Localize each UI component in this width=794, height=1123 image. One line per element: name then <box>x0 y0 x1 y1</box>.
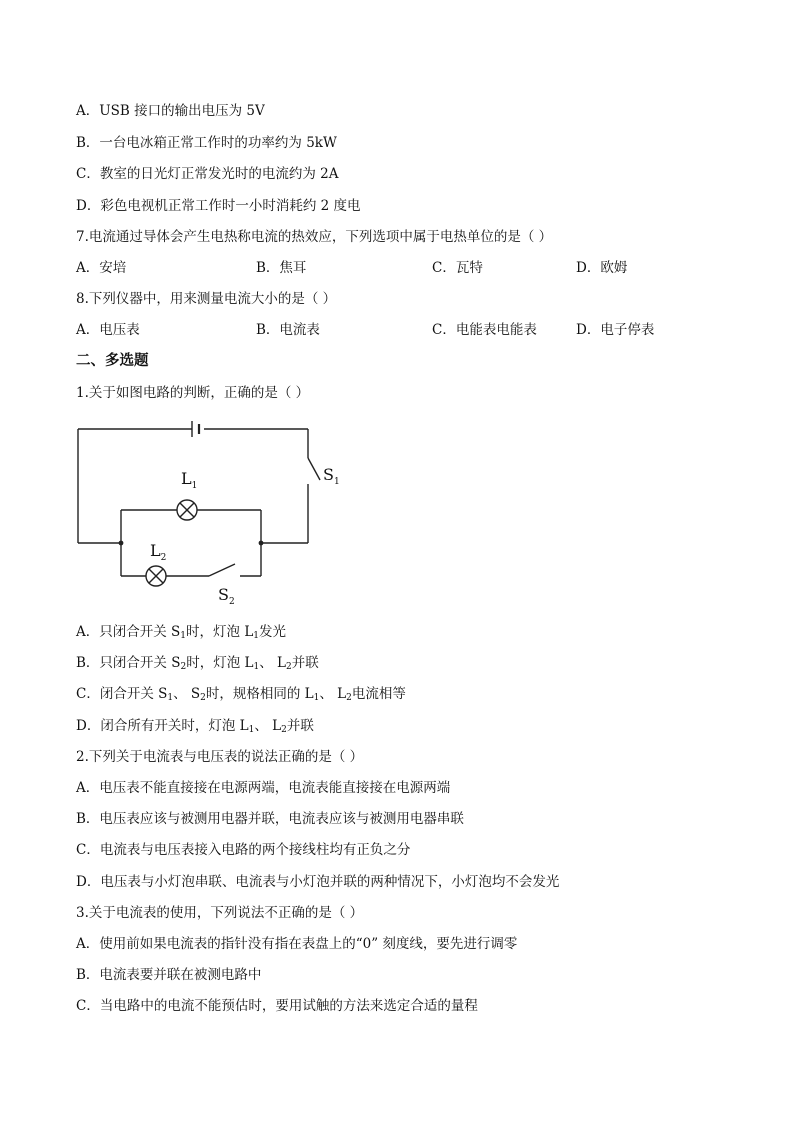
section-title: 二、多选题 <box>76 353 149 369</box>
junction-left <box>119 541 124 546</box>
m3-option-b: B．电流表要并联在被测电路中 <box>76 967 262 983</box>
q7-option-d: D．欧姆 <box>576 260 628 276</box>
q6-option-b: B．一台电冰箱正常工作时的功率约为 5kW <box>76 135 337 151</box>
q8-stem: 8.下列仪器中，用来测量电流大小的是（ ） <box>76 291 337 307</box>
m2-stem: 2.下列关于电流表与电压表的说法正确的是（ ） <box>76 749 364 765</box>
q7-option-c: C．瓦特 <box>432 260 483 276</box>
m3-option-a: A．使用前如果电流表的指针没有指在表盘上的“0” 刻度线，要先进行调零 <box>76 936 518 952</box>
m1-option-b: B．只闭合开关 $S_2$时，灯泡 $L_1$、 $L_2$并联 <box>76 655 319 672</box>
q7-stem: 7.电流通过导体会产生电热称电流的热效应，下列选项中属于电热单位的是（ ） <box>76 229 553 245</box>
q8-options <box>76 321 716 339</box>
label-s2: $S_2$ <box>218 585 235 607</box>
m2-option-c: C．电流表与电压表接入电路的两个接线柱均有正负之分 <box>76 842 411 858</box>
circuit-diagram <box>68 410 358 610</box>
q6-option-a: A．USB 接口的输出电压为 5V <box>76 103 265 119</box>
m1-option-d: D．闭合所有开关时，灯泡 $L_1$、 $L_2$并联 <box>76 718 314 735</box>
q8-option-b: B．电流表 <box>256 322 320 338</box>
m3-stem: 3.关于电流表的使用，下列说法不正确的是（ ） <box>76 905 364 921</box>
q7-options <box>76 259 716 277</box>
m2-option-d: D．电压表与小灯泡串联、电流表与小灯泡并联的两种情况下，小灯泡均不会发光 <box>76 874 560 890</box>
label-s1: $S_1$ <box>323 465 340 487</box>
junction-right <box>259 541 264 546</box>
q8-option-d: D．电子停表 <box>576 322 655 338</box>
q7-option-b: B．焦耳 <box>256 260 307 276</box>
q6-option-d: D．彩色电视机正常工作时一小时消耗约 2 度电 <box>76 198 361 214</box>
label-l1: $L_1$ <box>181 469 198 491</box>
q7-option-a: A．安培 <box>76 260 127 276</box>
switch-s2-blade <box>209 564 235 576</box>
m3-option-c: C．当电路中的电流不能预估时，要用试触的方法来选定合适的量程 <box>76 998 478 1014</box>
switch-s1-blade <box>308 458 320 480</box>
m1-option-a: A．只闭合开关 $S_1$时，灯泡 $L_1$发光 <box>76 624 287 641</box>
m2-option-b: B．电压表应该与被测用电器并联，电流表应该与被测用电器串联 <box>76 811 464 827</box>
m1-option-c: C．闭合开关 $S_1$、 $S_2$时，规格相同的 $L_1$、 $L_2$电流相等 <box>76 686 406 703</box>
q8-option-a: A．电压表 <box>76 322 140 338</box>
q8-option-c: C．电能表电能表 <box>432 322 537 338</box>
m2-option-a: A．电压表不能直接接在电源两端，电流表能直接接在电源两端 <box>76 780 451 796</box>
m1-stem: 1.关于如图电路的判断，正确的是（ ） <box>76 385 310 401</box>
q6-option-c: C．教室的日光灯正常发光时的电流约为 2A <box>76 166 339 182</box>
label-l2: $L_2$ <box>150 541 167 563</box>
